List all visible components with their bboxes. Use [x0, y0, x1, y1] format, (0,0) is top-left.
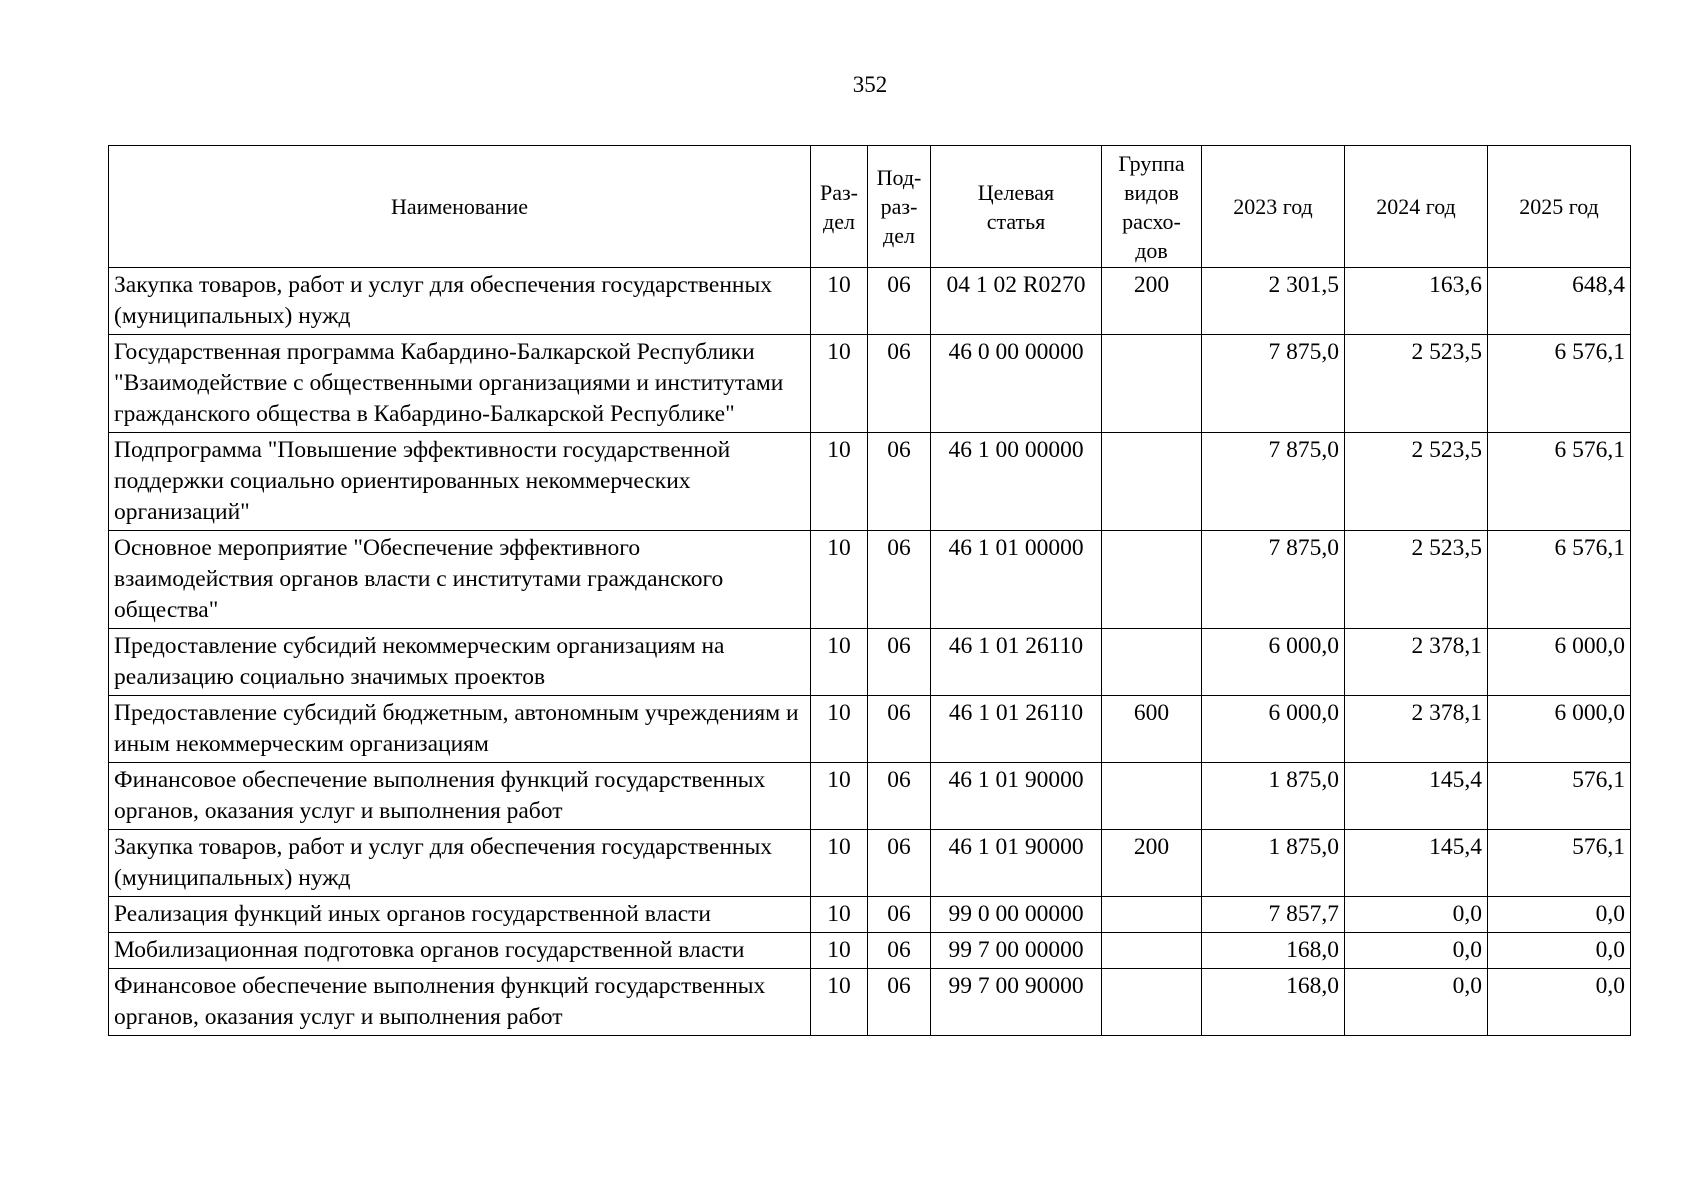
cell-subsection: 06 [868, 696, 931, 763]
cell-section: 10 [811, 830, 868, 897]
header-group-line: Группа [1118, 150, 1185, 176]
header-subsection-line: дел [883, 223, 915, 248]
table-body [109, 268, 1631, 1036]
cell-2023: 6 000,0 [1202, 629, 1345, 696]
cell-2023: 7 875,0 [1202, 335, 1345, 433]
cell-2025: 6 576,1 [1488, 433, 1631, 531]
cell-2023: 168,0 [1202, 933, 1345, 969]
cell-expense-group [1102, 531, 1202, 629]
cell-2024: 0,0 [1345, 897, 1488, 933]
cell-2024: 2 523,5 [1345, 335, 1488, 433]
header-name: Наименование [109, 146, 811, 268]
cell-2023: 1 875,0 [1202, 830, 1345, 897]
cell-expense-group [1102, 933, 1202, 969]
header-section-line: дел [823, 208, 855, 234]
cell-2023: 1 875,0 [1202, 763, 1345, 830]
table-row [109, 969, 1631, 1036]
table-row [109, 696, 1631, 763]
header-2023: 2023 год [1202, 146, 1345, 268]
cell-subsection: 06 [868, 531, 931, 629]
table-row [109, 629, 1631, 696]
cell-2025: 0,0 [1488, 933, 1631, 969]
cell-expense-group: 200 [1102, 830, 1202, 897]
page-number: 352 [852, 72, 888, 97]
cell-target-article: 46 1 00 00000 [931, 433, 1102, 531]
cell-2024: 163,6 [1345, 268, 1488, 335]
cell-expense-group: 600 [1102, 696, 1202, 763]
cell-2025: 6 000,0 [1488, 696, 1631, 763]
cell-subsection: 06 [868, 830, 931, 897]
cell-2023: 7 875,0 [1202, 433, 1345, 531]
cell-2024: 0,0 [1345, 969, 1488, 1036]
header-section-line: Раз- [819, 179, 859, 205]
header-section [811, 146, 868, 268]
cell-2025: 648,4 [1488, 268, 1631, 335]
cell-2024: 0,0 [1345, 933, 1488, 969]
cell-subsection: 06 [868, 969, 931, 1036]
cell-subsection: 06 [868, 433, 931, 531]
cell-name: Закупка товаров, работ и услуг для обеспечения государственных (муниципальных) нужд [109, 830, 811, 897]
cell-name: Государственная программа Кабардино-Балкарской Республики "Взаимодействие с общественными организациями и институтами гражданского общества в Кабардино-Балкарской Республике" [109, 335, 811, 433]
cell-section: 10 [811, 629, 868, 696]
header-subsection [868, 146, 931, 268]
header-target-line: Целевая [977, 179, 1055, 205]
cell-section: 10 [811, 897, 868, 933]
cell-target-article: 04 1 02 R0270 [931, 268, 1102, 335]
cell-name: Основное мероприятие "Обеспечение эффективного взаимодействия органов власти с институтами гражданского общества" [109, 531, 811, 629]
cell-expense-group [1102, 629, 1202, 696]
cell-name: Подпрограмма "Повышение эффективности государственной поддержки социально ориентированных некоммерческих организаций" [109, 433, 811, 531]
cell-2023: 7 875,0 [1202, 531, 1345, 629]
cell-section: 10 [811, 763, 868, 830]
cell-subsection: 06 [868, 933, 931, 969]
cell-target-article: 99 0 00 00000 [931, 897, 1102, 933]
cell-2023: 7 857,7 [1202, 897, 1345, 933]
table-row [109, 268, 1631, 335]
cell-section: 10 [811, 933, 868, 969]
cell-2024: 145,4 [1345, 830, 1488, 897]
header-subsection-line: раз- [880, 194, 918, 219]
cell-2024: 2 523,5 [1345, 531, 1488, 629]
cell-2025: 0,0 [1488, 969, 1631, 1036]
cell-2023: 6 000,0 [1202, 696, 1345, 763]
cell-target-article: 46 1 01 90000 [931, 830, 1102, 897]
cell-expense-group [1102, 897, 1202, 933]
cell-2025: 6 576,1 [1488, 531, 1631, 629]
cell-expense-group [1102, 433, 1202, 531]
cell-2023: 168,0 [1202, 969, 1345, 1036]
cell-2025: 6 000,0 [1488, 629, 1631, 696]
cell-name: Финансовое обеспечение выполнения функций государственных органов, оказания услуг и выполнения работ [109, 763, 811, 830]
cell-section: 10 [811, 335, 868, 433]
table-row [109, 433, 1631, 531]
table-row [109, 830, 1631, 897]
cell-section: 10 [811, 531, 868, 629]
cell-target-article: 99 7 00 00000 [931, 933, 1102, 969]
cell-name: Предоставление субсидий некоммерческим организациям на реализацию социально значимых проектов [109, 629, 811, 696]
cell-2024: 2 523,5 [1345, 433, 1488, 531]
cell-expense-group [1102, 335, 1202, 433]
header-2025: 2025 год [1488, 146, 1631, 268]
cell-target-article: 99 7 00 90000 [931, 969, 1102, 1036]
cell-name: Предоставление субсидий бюджетным, автономным учреждениям и иным некоммерческим организациям [109, 696, 811, 763]
cell-section: 10 [811, 433, 868, 531]
cell-subsection: 06 [868, 629, 931, 696]
cell-section: 10 [811, 696, 868, 763]
cell-name: Закупка товаров, работ и услуг для обеспечения государственных (муниципальных) нужд [109, 268, 811, 335]
cell-subsection: 06 [868, 268, 931, 335]
table-row [109, 335, 1631, 433]
cell-section: 10 [811, 969, 868, 1036]
cell-2024: 145,4 [1345, 763, 1488, 830]
cell-2023: 2 301,5 [1202, 268, 1345, 335]
cell-2024: 2 378,1 [1345, 696, 1488, 763]
header-group-line: расхо- [1122, 208, 1181, 234]
table-header-row [109, 146, 1631, 268]
cell-name: Финансовое обеспечение выполнения функций государственных органов, оказания услуг и выполнения работ [109, 969, 811, 1036]
header-group-line: видов [1124, 179, 1179, 205]
cell-subsection: 06 [868, 897, 931, 933]
header-target-line: статья [986, 208, 1046, 234]
cell-target-article: 46 1 01 00000 [931, 531, 1102, 629]
cell-name: Мобилизационная подготовка органов государственной власти [109, 933, 811, 969]
cell-expense-group: 200 [1102, 268, 1202, 335]
cell-subsection: 06 [868, 335, 931, 433]
cell-section: 10 [811, 268, 868, 335]
cell-2025: 0,0 [1488, 897, 1631, 933]
header-expense-group [1102, 146, 1202, 268]
cell-2025: 576,1 [1488, 830, 1631, 897]
cell-expense-group [1102, 969, 1202, 1036]
cell-target-article: 46 1 01 26110 [931, 696, 1102, 763]
cell-target-article: 46 1 01 26110 [931, 629, 1102, 696]
cell-2025: 6 576,1 [1488, 335, 1631, 433]
table-row [109, 933, 1631, 969]
cell-2025: 576,1 [1488, 763, 1631, 830]
cell-expense-group [1102, 763, 1202, 830]
cell-subsection: 06 [868, 763, 931, 830]
cell-name: Реализация функций иных органов государственной власти [109, 897, 811, 933]
header-target-article [931, 146, 1102, 268]
table-row [109, 897, 1631, 933]
budget-table [108, 145, 1631, 1036]
table-row [109, 531, 1631, 629]
header-group-line: дов [1135, 237, 1168, 263]
cell-2024: 2 378,1 [1345, 629, 1488, 696]
header-2024: 2024 год [1345, 146, 1488, 268]
table-row [109, 763, 1631, 830]
cell-target-article: 46 1 01 90000 [931, 763, 1102, 830]
cell-target-article: 46 0 00 00000 [931, 335, 1102, 433]
header-subsection-line: Под- [876, 165, 922, 190]
